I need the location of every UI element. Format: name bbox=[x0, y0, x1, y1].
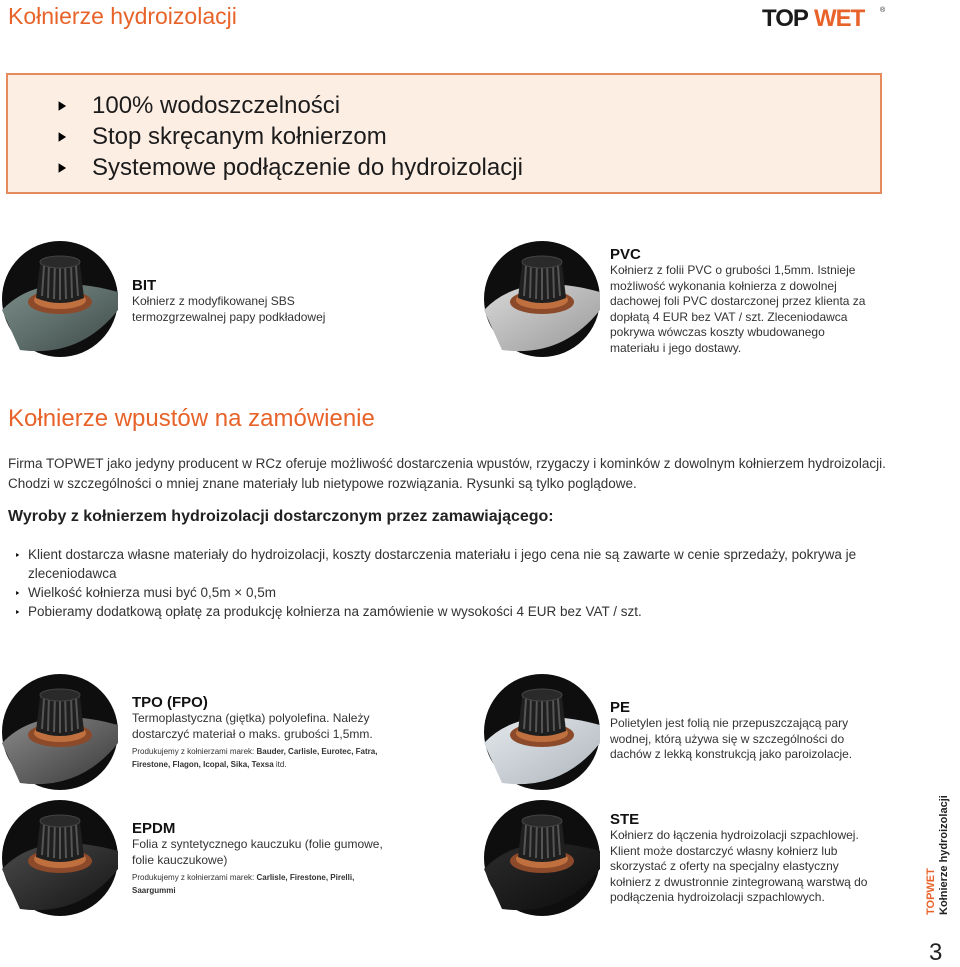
pvc-info bbox=[610, 246, 872, 356]
arrow-right-icon bbox=[6, 550, 20, 560]
bullet-item bbox=[6, 545, 906, 583]
section-title: Kołnierze wpustów na zamówienie bbox=[8, 405, 375, 432]
feature-item bbox=[34, 154, 523, 182]
features-box bbox=[6, 73, 882, 194]
epdm-info bbox=[132, 820, 394, 897]
ste-product-image bbox=[482, 799, 602, 917]
bit-title: BIT bbox=[132, 277, 157, 294]
bullet-text: Wielkość kołnierza musi być 0,5m × 0,5m bbox=[28, 585, 276, 600]
pe-info bbox=[610, 699, 872, 763]
arrow-right-icon bbox=[34, 160, 68, 176]
ste-info bbox=[610, 811, 872, 906]
topwet-logo bbox=[762, 4, 884, 30]
pe-description: Polietylen jest folią nie przepuszczającą pary wodnej, którą używa się w szczególności do dachów z lekką konstrukcją jako paroizolacje. bbox=[610, 716, 853, 761]
tpo-info bbox=[132, 694, 394, 771]
epdm-description: Folia z syntetycznego kauczuku (folie gumowe, folie kauczukowe) bbox=[132, 837, 383, 867]
bullet-item bbox=[6, 602, 906, 621]
section-subtitle: Wyroby z kołnierzem hydroizolacji dostarczonym przez zamawiającego: bbox=[8, 508, 554, 525]
pe-product-image bbox=[482, 673, 602, 791]
bullet-text: Pobieramy dodatkową opłatę za produkcję kołnierza na zamówienie w wysokości 4 EUR bez VAT / szt. bbox=[28, 604, 642, 619]
tpo-brands bbox=[132, 745, 394, 771]
arrow-right-icon bbox=[34, 129, 68, 145]
feature-item bbox=[34, 92, 340, 120]
feature-text: Stop skręcanym kołnierzom bbox=[92, 123, 387, 150]
svg-text:WET: WET bbox=[814, 5, 865, 32]
pvc-product-image bbox=[482, 240, 602, 358]
epdm-brands bbox=[132, 871, 394, 897]
side-brand: TOPWET bbox=[925, 868, 937, 915]
page-title: Kołnierze hydroizolacji bbox=[8, 3, 237, 29]
tpo-product-image bbox=[0, 673, 120, 791]
feature-item bbox=[34, 123, 387, 151]
arrow-right-icon bbox=[6, 607, 20, 617]
feature-text: 100% wodoszczelności bbox=[92, 92, 341, 119]
bit-product-image bbox=[0, 240, 120, 358]
brands-list: Bauder, Carlisle, Eurotec, Fatra, Firestone, Flagon, Icopal, Sika, Texsa bbox=[132, 747, 378, 769]
epdm-product-image bbox=[0, 799, 120, 917]
bullet-text: Klient dostarcza własne materiały do hydroizolacji, koszty dostarczenia materiału i jego cena nie są zawarte w cenie sprzedaży, pokrywa je zleceniodawca bbox=[28, 547, 857, 581]
bit-info bbox=[132, 277, 392, 325]
arrow-right-icon bbox=[6, 588, 20, 598]
epdm-title: EPDM bbox=[132, 820, 176, 837]
ste-description: Kołnierz do łączenia hydroizolacji szpachlowej. Klient może dostarczyć własny kołnierz lub skorzystać z oferty na specjalny elastyczny kołnierz z dwustronnie zintegrowaną warstwą do podłączenia hydroizolacji szpachlowych. bbox=[610, 828, 868, 904]
page-number: 3 bbox=[929, 939, 943, 966]
bullet-item bbox=[6, 583, 906, 602]
arrow-right-icon bbox=[34, 98, 68, 114]
brands-list: Carlisle, Firestone, Pirelli, Saargummi bbox=[132, 873, 355, 895]
feature-text: Systemowe podłączenie do hydroizolacji bbox=[92, 154, 523, 181]
tpo-description: Termoplastyczna (giętka) polyolefina. Należy dostarczyć materiał o maks. grubości 1,5mm. bbox=[132, 711, 373, 741]
side-text: Kołnierze hydroizolacji bbox=[938, 795, 950, 915]
brands-prefix: Produkujemy z kołnierzami marek: bbox=[132, 873, 257, 882]
tpo-title: TPO (FPO) bbox=[132, 694, 208, 711]
brands-suffix: itd. bbox=[273, 760, 287, 769]
section-intro: Firma TOPWET jako jedyny producent w RCz oferuje możliwość dostarczenia wpustów, rzygaczy i kominków z dowolnym kołnierzem hydroizolacji. Chodzi w szczególności o mniej znane materiały lub nietypowe rozwiązania. Rysunki są tylko poglądowe. bbox=[8, 456, 886, 491]
ste-title: STE bbox=[610, 811, 640, 828]
svg-text:TOP: TOP bbox=[762, 5, 808, 32]
svg-text:®: ® bbox=[880, 7, 886, 14]
pvc-title: PVC bbox=[610, 246, 641, 263]
pvc-description: Kołnierz z folii PVC o grubości 1,5mm. Istnieje możliwość wykonania kołnierza z dowolnej dachowej foli PVC dostarczonej przez klienta za dopłatą 4 EUR bez VAT / szt. Zleceniodawca pokrywa wówczas koszty wbudowanego materiału i jego dostawy. bbox=[610, 263, 866, 355]
bit-description: Kołnierz z modyfikowanej SBS termozgrzewalnej papy podkładowej bbox=[132, 294, 326, 324]
side-label bbox=[925, 795, 955, 915]
pe-title: PE bbox=[610, 699, 631, 716]
brands-prefix: Produkujemy z kołnierzami marek: bbox=[132, 747, 257, 756]
